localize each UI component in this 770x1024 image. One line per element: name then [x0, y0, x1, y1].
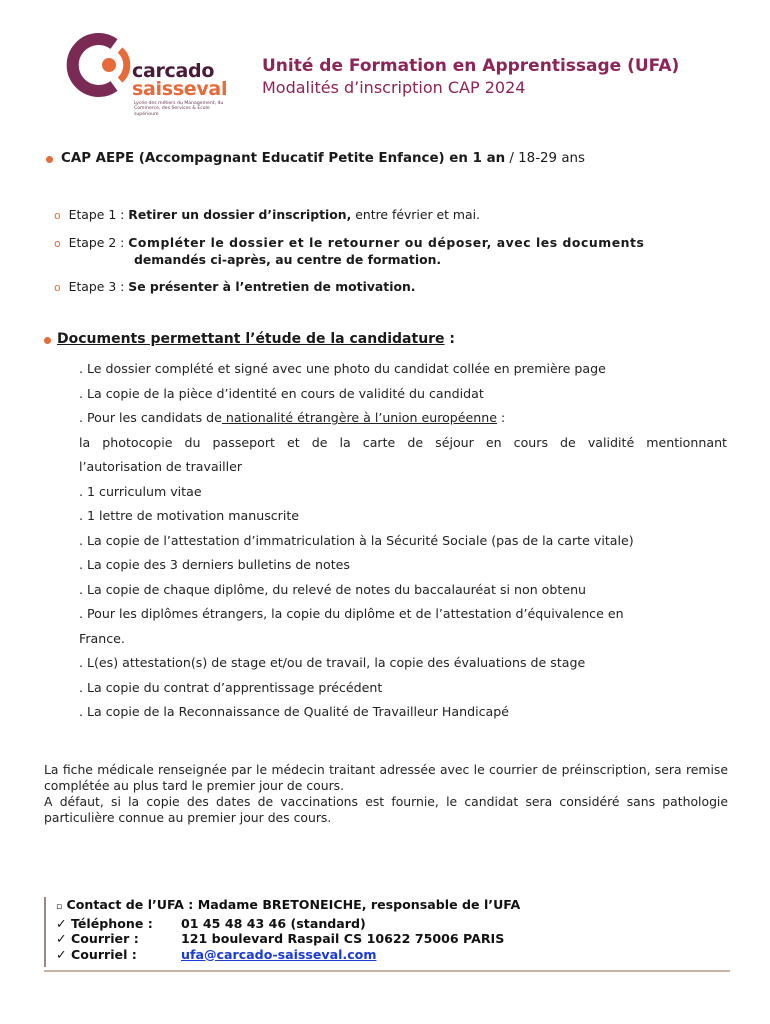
list-item: l’autorisation de travailler: [79, 459, 243, 474]
contact-row-mail: [56, 931, 520, 947]
contact-heading-text: Contact de l’UFA : Madame BRETONEICHE, responsable de l’UFA: [66, 897, 521, 912]
contact-label: [56, 916, 181, 932]
list-item-text: . Pour les candidats de: [79, 410, 222, 425]
step-bold: Retirer un dossier d’inscription,: [128, 207, 352, 222]
logo-mark-icon: [62, 30, 132, 100]
vaccination-paragraph: A défaut, si la copie des dates de vaccinations est fournie, le candidat sera considéré sans pathologie particulière connue au premier jour des cours.: [44, 794, 728, 825]
contact-label: [56, 931, 181, 947]
contact-label-text: Courrier :: [70, 931, 139, 946]
list-item: . La copie des 3 derniers bulletins de notes: [79, 557, 350, 572]
section1-heading-bold: CAP AEPE (Accompagnant Educatif Petite Enfance) en 1 an: [61, 151, 506, 166]
step-bold-continued: demandés ci-après, au centre de formation.: [134, 252, 442, 267]
list-item: . 1 curriculum vitae: [79, 483, 202, 499]
nationality-underlined: nationalité étrangère à l’union européenne: [221, 410, 498, 425]
list-item: [79, 408, 727, 433]
list-item-suffix: :: [497, 410, 506, 425]
list-item: . Pour les diplômes étrangers, la copie du diplôme et de l’attestation d’équivalence en: [79, 606, 624, 621]
square-bullet-icon: ▫: [56, 902, 63, 912]
contact-block: [56, 897, 520, 962]
list-item: . La copie de la Reconnaissance de Qualité de Travailleur Handicapé: [79, 704, 509, 719]
page-subtitle: Modalités d’inscription CAP 2024: [262, 78, 526, 97]
logo-word-carcado: carcado: [132, 60, 215, 82]
list-item: . L(es) attestation(s) de stage et/ou de travail, la copie des évaluations de stage: [79, 655, 586, 670]
step-rest: entre février et mai.: [351, 207, 480, 222]
section1-heading-rest: / 18-29 ans: [505, 151, 586, 166]
step-label: Etape 2 :: [68, 235, 129, 250]
section2-heading-suffix: :: [444, 331, 456, 347]
bullet-icon: [44, 337, 51, 344]
address-value: 121 boulevard Raspail CS 10622 75006 PARIS: [181, 931, 505, 946]
check-icon: ✓: [56, 915, 67, 931]
email-link[interactable]: ufa@carcado-saisseval.com: [181, 946, 377, 962]
contact-label: [56, 947, 181, 963]
step-3: [54, 279, 416, 296]
circle-bullet-icon: o: [54, 209, 61, 222]
contact-label-text: Téléphone :: [70, 915, 153, 931]
section1-heading: [61, 151, 585, 166]
documents-list: [79, 359, 727, 727]
step-2: [54, 235, 734, 268]
footer-divider: [44, 970, 730, 972]
list-item: . La copie de la pièce d’identité en cours de validité du candidat: [79, 385, 484, 401]
contact-heading: [56, 897, 520, 916]
step-bold: Se présenter à l’entretien de motivation.: [128, 279, 416, 294]
circle-bullet-icon: o: [54, 281, 61, 294]
list-item: . 1 lettre de motivation manuscrite: [79, 508, 300, 523]
list-item: la photocopie du passeport et de la carte de séjour en cours de validité mentionnant: [79, 434, 727, 450]
logo-word-saisseval: saisseval: [132, 78, 228, 100]
bullet-icon: [46, 156, 53, 163]
list-item: . La copie du contrat d’apprentissage précédent: [79, 679, 383, 695]
list-item: . Le dossier complété et signé avec une photo du candidat collée en première page: [79, 361, 606, 376]
contact-row-phone: [56, 916, 520, 932]
contact-label-text: Courriel :: [70, 946, 137, 962]
list-item: . La copie de chaque diplôme, du relevé de notes du baccalauréat si non obtenu: [79, 581, 587, 597]
check-icon: ✓: [56, 946, 67, 962]
contact-row-email: [56, 947, 520, 963]
step-1: [54, 207, 480, 224]
logo: [62, 30, 252, 122]
page-title: Unité de Formation en Apprentissage (UFA): [262, 56, 680, 76]
step-label: Etape 1 :: [68, 207, 129, 222]
section2-heading-text: Documents permettant l’étude de la candidature: [57, 331, 445, 347]
step-bold: Compléter le dossier et le retourner ou déposer, avec les documents: [128, 235, 645, 250]
section2-heading: [57, 331, 455, 347]
step-label: Etape 3 :: [68, 279, 129, 294]
medical-form-paragraph: La fiche médicale renseignée par le médecin traitant adressée avec le courrier de préinscription, sera remise complétée au plus tard le premier jour de cours.: [44, 762, 728, 793]
list-item: France.: [79, 630, 125, 646]
list-item: . La copie de l’attestation d’immatriculation à la Sécurité Sociale (pas de la carte vitale): [79, 532, 634, 548]
check-icon: ✓: [56, 931, 67, 946]
logo-tagline: Lycée des métiers du Management, du Commerce, des Services & Ecole supérieure: [134, 101, 224, 117]
phone-value: 01 45 48 43 46 (standard): [181, 915, 366, 931]
contact-divider: [44, 897, 46, 967]
circle-bullet-icon: o: [54, 237, 61, 250]
